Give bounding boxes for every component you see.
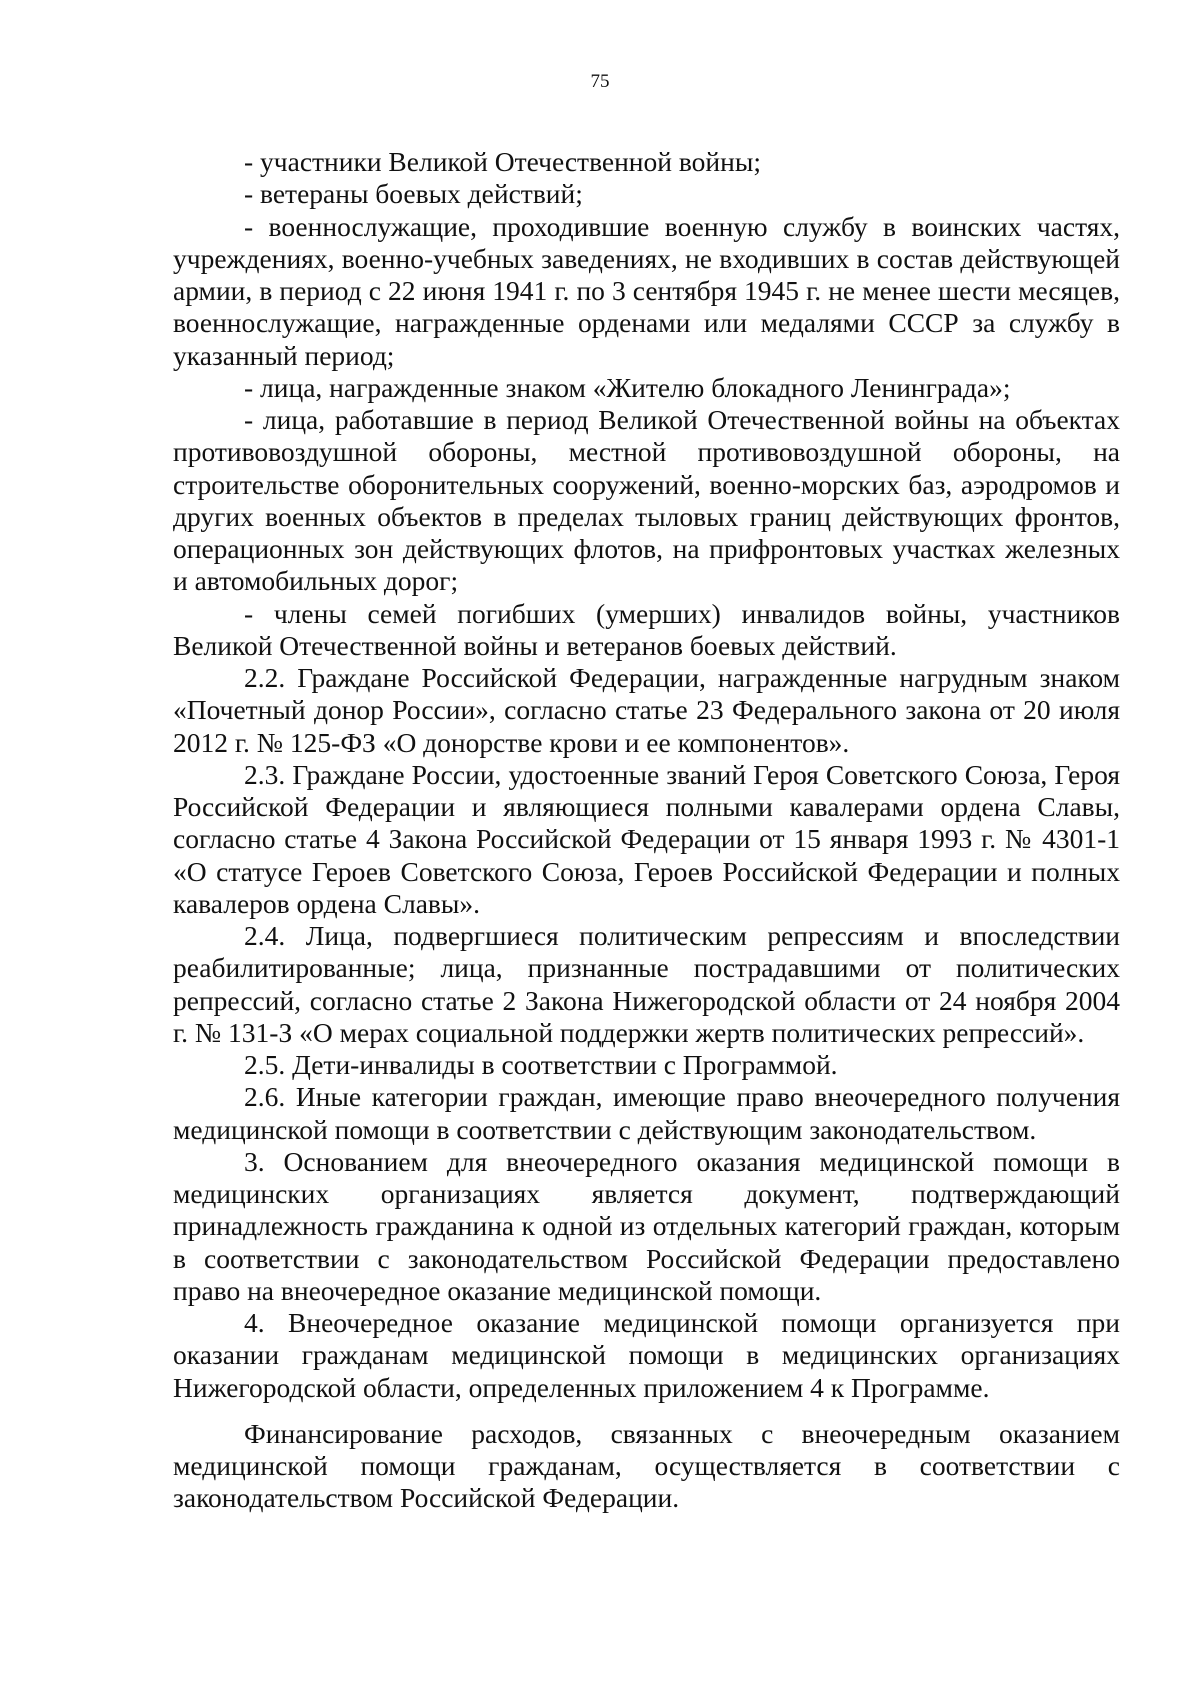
clause-2-4: 2.4. Лица, подвергшиеся политическим репрессиям и впоследствии реабилитированные; лица, признанные пострадавшими от политических репрессий, согласно статье 2 Закона Нижегородской области от 24 ноября 2004 г. № 131-З «О мерах социальной поддержки жертв политических репрессий». [173,920,1120,1048]
clause-2-2: 2.2. Граждане Российской Федерации, награжденные нагрудным знаком «Почетный донор России», согласно статье 23 Федерального закона от 20 июля 2012 г. № 125-ФЗ «О донорстве крови и ее компонентов». [173,662,1120,758]
document-body [173,146,1120,1515]
list-item-war-participants: - участники Великой Отечественной войны; [244,146,761,177]
list-item-combat-veterans: - ветераны боевых действий; [244,178,583,210]
clause-2-3: 2.3. Граждане России, удостоенные званий Героя Советского Союза, Героя Российской Федерации и являющиеся полными кавалерами ордена Славы, согласно статье 4 Закона Российской Федерации от 15 января 1993 г. № 4301-1 «О статусе Героев Советского Союза, Героев Российской Федерации и полных кавалеров ордена Славы». [173,758,1120,919]
clause-2-5: 2.5. Дети-инвалиды в соответствии с Программой. [244,1049,838,1080]
list-item-leningrad-siege-residents: - лица, награжденные знаком «Жителю блокадного Ленинграда»; [244,371,1011,403]
clause-2-6: 2.6. Иные категории граждан, имеющие право внеочередного получения медицинской помощи в соответствии с действующим законодательством. [173,1081,1120,1145]
list-item-servicemen: - военнослужащие, проходившие военную службу в воинских частях, учреждениях, военно-учебных заведениях, не входивших в состав действующей армии, в период с 22 июня 1941 г. по 3 сентября 1945 г. не менее шести месяцев, военнослужащие, награжденные орденами или медалями СССР за службу в указанный период; [173,210,1120,371]
page-number: 75 [590,71,610,92]
clause-3: 3. Основанием для внеочередного оказания медицинской помощи в медицинских организациях является документ, подтверждающий принадлежность гражданина к одной из отдельных категорий граждан, которым в соответствии с законодательством Российской Федерации предоставлено право на внеочередное оказание медицинской помощи. [173,1145,1120,1306]
clause-4: 4. Внеочередное оказание медицинской помощи организуется при оказании гражданам медицинской помощи в медицинских организациях Нижегородской области, определенных приложением 4 к Программе. [173,1307,1120,1403]
list-item-family-members: - члены семей погибших (умерших) инвалидов войны, участников Великой Отечественной войны и ветеранов боевых действий. [173,597,1120,661]
list-item-defense-workers: - лица, работавшие в период Великой Отечественной войны на объектах противовоздушной обороны, местной противовоздушной обороны, на строительстве оборонительных сооружений, военно-морских баз, аэродромов и других военных объектов в пределах тыловых границ действующих фронтов, операционных зон действующих флотов, на прифронтовых участках железных и автомобильных дорог; [173,404,1120,597]
financing-paragraph: Финансирование расходов, связанных с внеочередным оказанием медицинской помощи гражданам, осуществляется в соответствии с законодательством Российской Федерации. [173,1417,1120,1514]
